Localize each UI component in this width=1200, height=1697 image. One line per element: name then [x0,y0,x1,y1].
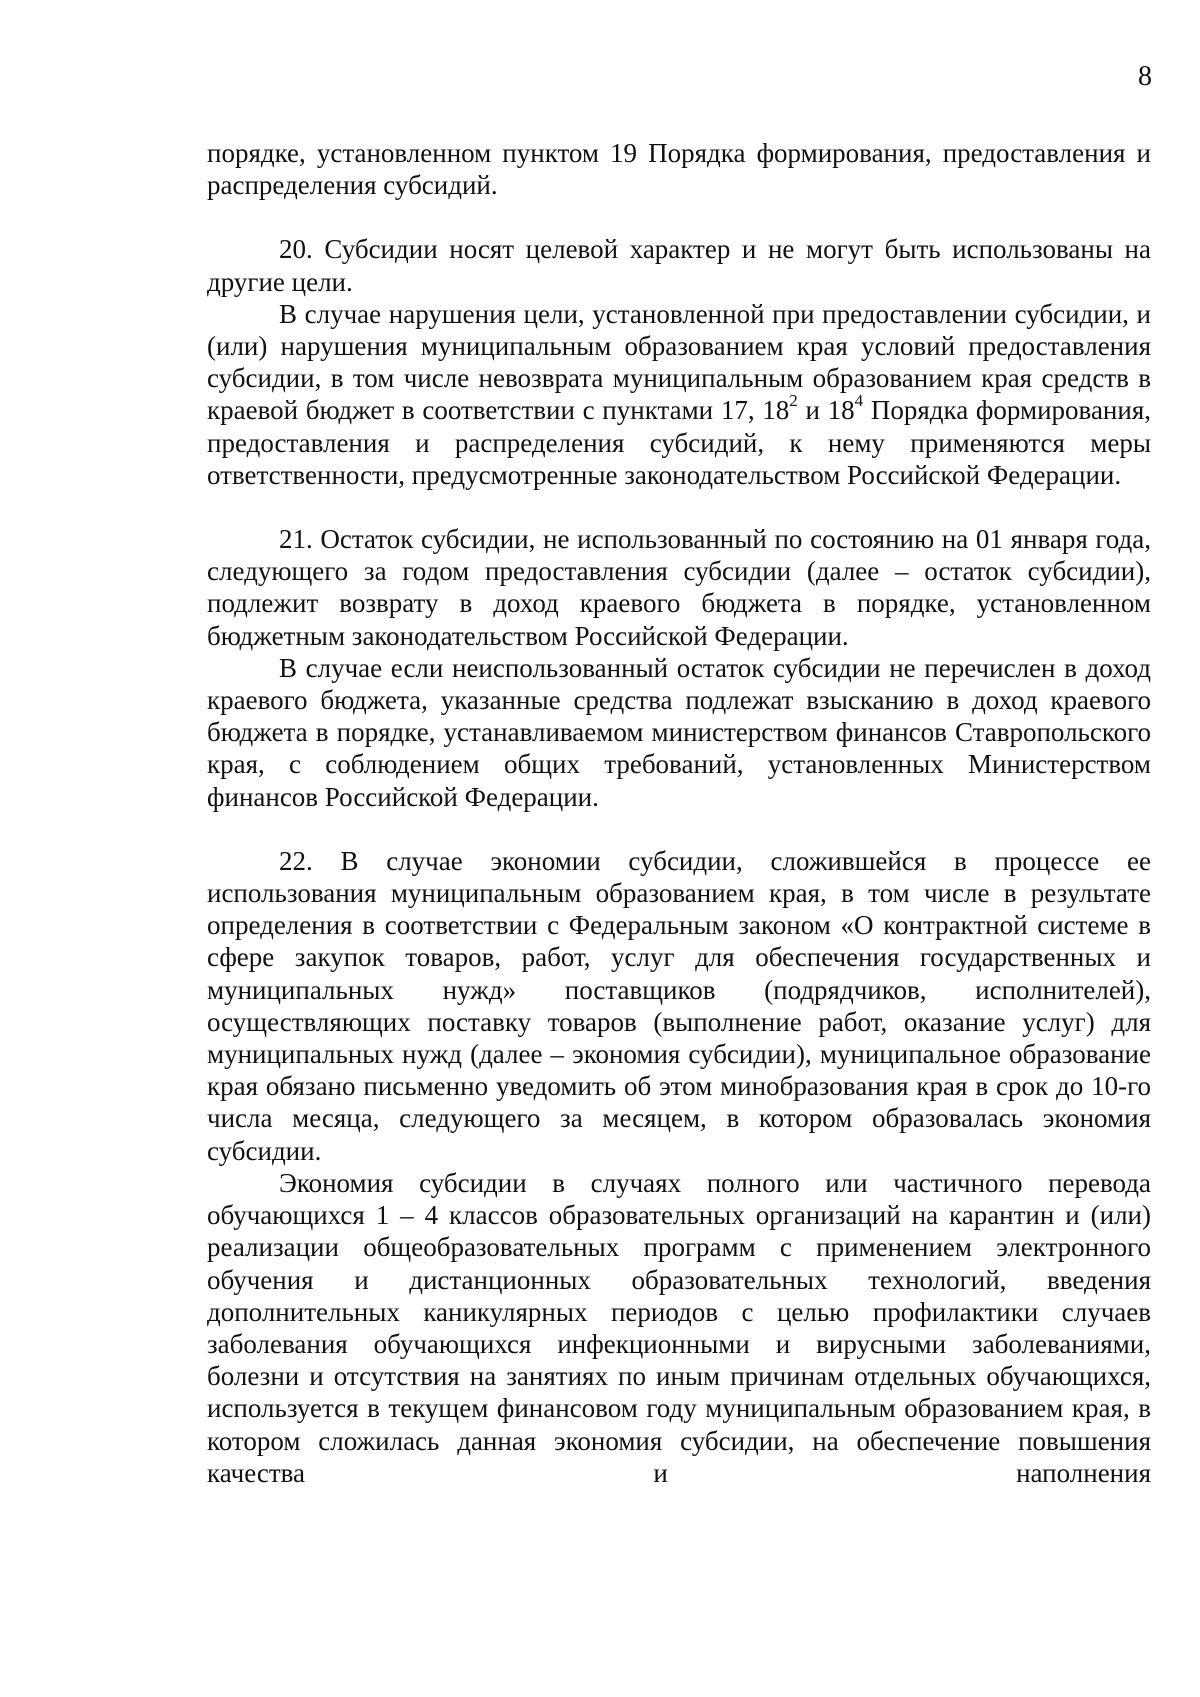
document-body [207,137,1151,1489]
paragraph-20-violation-text-3: Порядка формирования, предоставления и распределения субсидий, к нему применяются меры ответственности, предусмотренные законодательством Российской Федерации. [207,395,1151,490]
paragraph-20-violation-text-1: В случае нарушения цели, установленной при предоставлении субсидии, и (или) нарушения муниципальным образованием края условий предоставления субсидии, в том числе невозврата муниципальным образованием края средств в краевой бюджет в соответствии с пунктами 17, 18 [207,298,1151,426]
paragraph-continuation: порядке, установленном пунктом 19 Порядка формирования, предоставления и распределения субсидий. [207,138,1151,201]
page-number: 8 [1138,61,1152,92]
paragraph-22-economy: Экономия субсидии в случаях полного или частичного перевода обучающихся 1 – 4 классов образовательных организаций на карантин и (или) реализации общеобразовательных программ с применением электронного обучения и дистанционных образовательных технологий, введения дополнительных каникулярных периодов с целью профилактики случаев заболевания обучающихся инфекционными и вирусными заболеваниями, болезни и отсутствия на занятиях по иным причинам отдельных обучающихся, используется в текущем финансовом году муниципальным образованием края, в котором сложилась данная экономия субсидии, на обеспечение повышения качества и наполнения [207,1167,1151,1488]
paragraph-21-recovery: В случае если неиспользованный остаток субсидии не перечислен в доход краевого бюджета, указанные средства подлежат взысканию в доход краевого бюджета в порядке, устанавливаемом министерством финансов Ставропольского края, с соблюдением общих требований, установленных Министерством финансов Российской Федерации. [207,652,1151,812]
paragraph-20-violation [207,298,1151,491]
superscript-2: 2 [789,391,798,411]
superscript-4: 4 [854,391,864,411]
paragraph-22: 22. В случае экономии субсидии, сложившейся в процессе ее использования муниципальным образованием края, в том числе в результате определения в соответствии с Федеральным законом «О контрактной системе в сфере закупок товаров, работ, услуг для обеспечения государственных и муниципальных нужд» поставщиков (подрядчиков, исполнителей), осуществляющих поставку товаров (выполнение работ, оказание услуг) для муниципальных нужд (далее – экономия субсидии), муниципальное образование края обязано письменно уведомить об этом минобразования края в срок до 10-го числа месяца, следующего за месяцем, в котором образовалась экономия субсидии. [207,845,1151,1166]
paragraph-21: 21. Остаток субсидии, не использованный по состоянию на 01 января года, следующего за годом предоставления субсидии (далее – остаток субсидии), подлежит возврату в доход краевого бюджета в порядке, установленном бюджетным законодательством Российской Федерации. [207,524,1151,651]
paragraph-20-violation-text-2: и 18 [797,395,855,426]
paragraph-20: 20. Субсидии носят целевой характер и не могут быть использованы на другие цели. [207,234,1151,297]
